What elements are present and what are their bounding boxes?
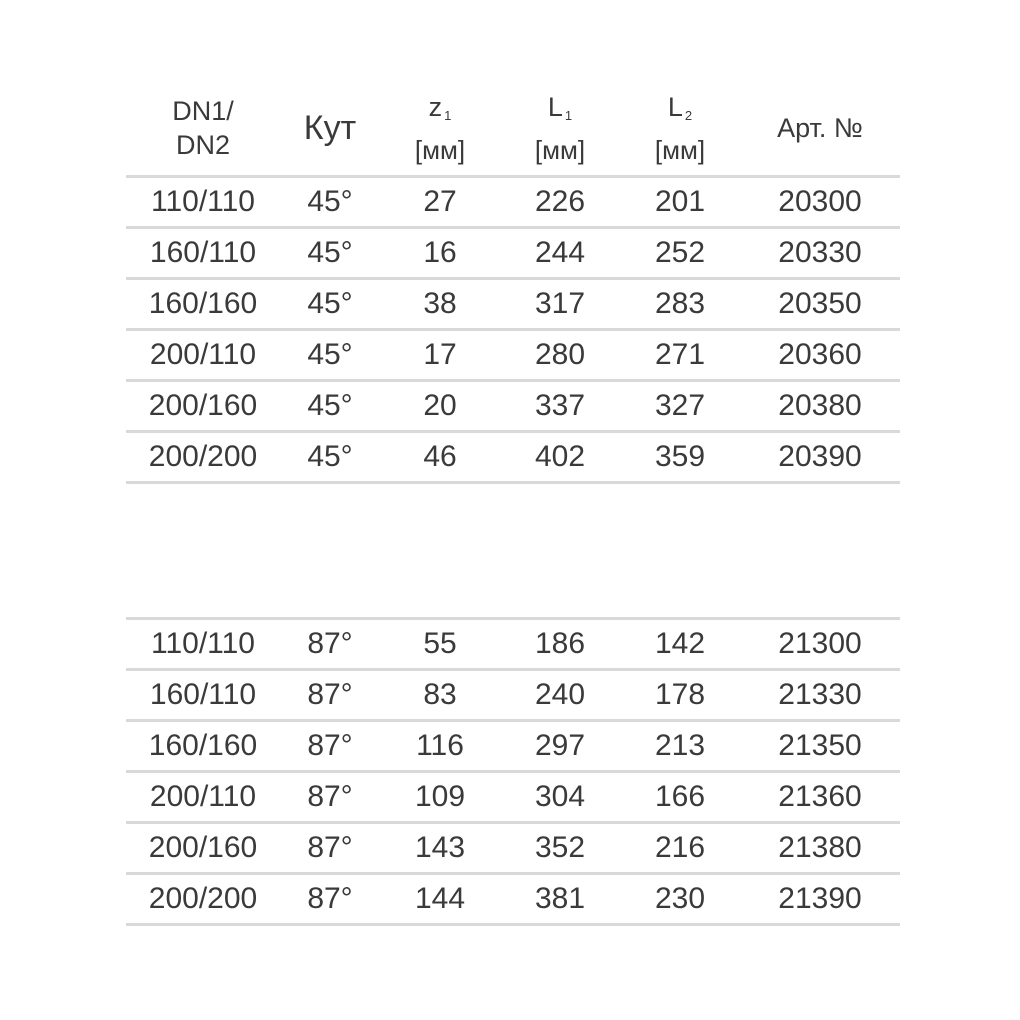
- cell-l2: 359: [654, 440, 706, 473]
- cell-dn: 200/200: [148, 882, 258, 915]
- cell-l1: 317: [534, 287, 586, 320]
- cell-l2: 252: [654, 236, 706, 269]
- table-row: [126, 722, 900, 773]
- cell-z: 83: [423, 678, 457, 711]
- cell-l1: 280: [534, 338, 586, 371]
- table-row: [126, 229, 900, 280]
- cell-angle: 87°: [307, 831, 353, 864]
- header-dn-line1: DN1/: [172, 96, 234, 126]
- header-l1-unit: [мм]: [534, 134, 586, 165]
- cell-art: 20300: [778, 185, 862, 218]
- table-row: [126, 620, 900, 671]
- table-row: [126, 382, 900, 433]
- cell-dn: 110/110: [151, 185, 255, 218]
- header-l1: [500, 82, 620, 174]
- header-z1-subscript: 1: [444, 107, 452, 123]
- header-l1-letter: L: [547, 91, 563, 122]
- cell-angle: 45°: [307, 185, 353, 218]
- cell-art: 21390: [778, 882, 862, 915]
- header-article: [740, 82, 900, 174]
- cell-l2: 230: [654, 882, 706, 915]
- header-l1-subscript: 1: [564, 107, 573, 123]
- cell-angle: 87°: [307, 780, 353, 813]
- cell-l1: 297: [534, 729, 586, 762]
- cell-art: 20360: [778, 338, 862, 371]
- header-z1: [380, 82, 500, 174]
- cell-l2: 201: [654, 185, 706, 218]
- cell-art: 20330: [778, 236, 862, 269]
- table-header: [126, 82, 900, 174]
- cell-dn: 200/110: [149, 338, 257, 371]
- cell-z: 46: [423, 440, 457, 473]
- cell-z: 27: [423, 185, 457, 218]
- cell-l1: 186: [534, 627, 586, 660]
- header-l2: [620, 82, 740, 174]
- header-z1-letter: z: [428, 91, 443, 122]
- table-row: [126, 433, 900, 484]
- cell-art: 20390: [778, 440, 862, 473]
- header-l1-symbol: [548, 90, 572, 133]
- table-row: [126, 280, 900, 331]
- cell-dn: 200/200: [148, 440, 258, 473]
- cell-l1: 337: [534, 389, 586, 422]
- header-z1-unit: [мм]: [414, 134, 466, 165]
- header-l2-subscript: 2: [684, 107, 693, 123]
- cell-dn: 200/110: [149, 780, 257, 813]
- table-row: [126, 331, 900, 382]
- table-row: [126, 824, 900, 875]
- cell-l2: 216: [654, 831, 706, 864]
- header-angle: [280, 82, 380, 174]
- header-l2-unit: [мм]: [654, 134, 706, 165]
- cell-z: 38: [423, 287, 457, 320]
- cell-art: 20380: [778, 389, 862, 422]
- table-87-degree: [126, 617, 900, 926]
- cell-z: 144: [414, 882, 466, 915]
- cell-angle: 45°: [307, 440, 353, 473]
- cell-z: 109: [414, 780, 466, 813]
- cell-l1: 304: [534, 780, 586, 813]
- header-l2-symbol: [668, 90, 692, 133]
- cell-art: 21360: [778, 780, 862, 813]
- cell-dn: 200/160: [148, 389, 258, 422]
- cell-l1: 381: [534, 882, 586, 915]
- cell-l1: 226: [534, 185, 586, 218]
- cell-art: 21350: [778, 729, 862, 762]
- cell-art: 21300: [778, 627, 862, 660]
- cell-angle: 45°: [307, 338, 353, 371]
- cell-l2: 213: [654, 729, 706, 762]
- cell-angle: 87°: [307, 729, 353, 762]
- cell-l2: 283: [654, 287, 706, 320]
- cell-l2: 178: [654, 678, 706, 711]
- header-article-label: Арт. №: [777, 113, 863, 143]
- cell-l2: 327: [654, 389, 706, 422]
- cell-angle: 87°: [307, 627, 353, 660]
- cell-l1: 240: [534, 678, 586, 711]
- cell-l1: 352: [534, 831, 586, 864]
- cell-l2: 271: [654, 338, 706, 371]
- header-dn: [126, 82, 280, 174]
- table-row: [126, 773, 900, 824]
- header-l2-letter: L: [667, 91, 683, 122]
- cell-l1: 244: [534, 236, 586, 269]
- cell-dn: 160/110: [149, 678, 257, 711]
- cell-z: 17: [423, 338, 457, 371]
- cell-z: 16: [423, 236, 457, 269]
- cell-dn: 160/160: [148, 287, 258, 320]
- cell-z: 143: [414, 831, 466, 864]
- cell-l2: 166: [654, 780, 706, 813]
- cell-l2: 142: [654, 627, 706, 660]
- cell-angle: 45°: [307, 389, 353, 422]
- cell-art: 20350: [778, 287, 862, 320]
- header-z1-symbol: [429, 90, 452, 133]
- cell-dn: 160/110: [149, 236, 257, 269]
- cell-angle: 87°: [307, 678, 353, 711]
- table-row: [126, 671, 900, 722]
- cell-z: 20: [423, 389, 457, 422]
- cell-dn: 160/160: [148, 729, 258, 762]
- cell-l1: 402: [534, 440, 586, 473]
- cell-angle: 87°: [307, 882, 353, 915]
- table-row: [126, 875, 900, 926]
- cell-z: 116: [416, 729, 464, 762]
- header-angle-label: Кут: [303, 109, 357, 147]
- cell-art: 21380: [778, 831, 862, 864]
- cell-dn: 200/160: [148, 831, 258, 864]
- table-45-degree: [126, 175, 900, 484]
- cell-z: 55: [423, 627, 457, 660]
- table-row: [126, 178, 900, 229]
- cell-angle: 45°: [307, 236, 353, 269]
- cell-dn: 110/110: [151, 627, 255, 660]
- cell-art: 21330: [778, 678, 862, 711]
- header-dn-line2: DN2: [175, 130, 230, 160]
- cell-angle: 45°: [307, 287, 353, 320]
